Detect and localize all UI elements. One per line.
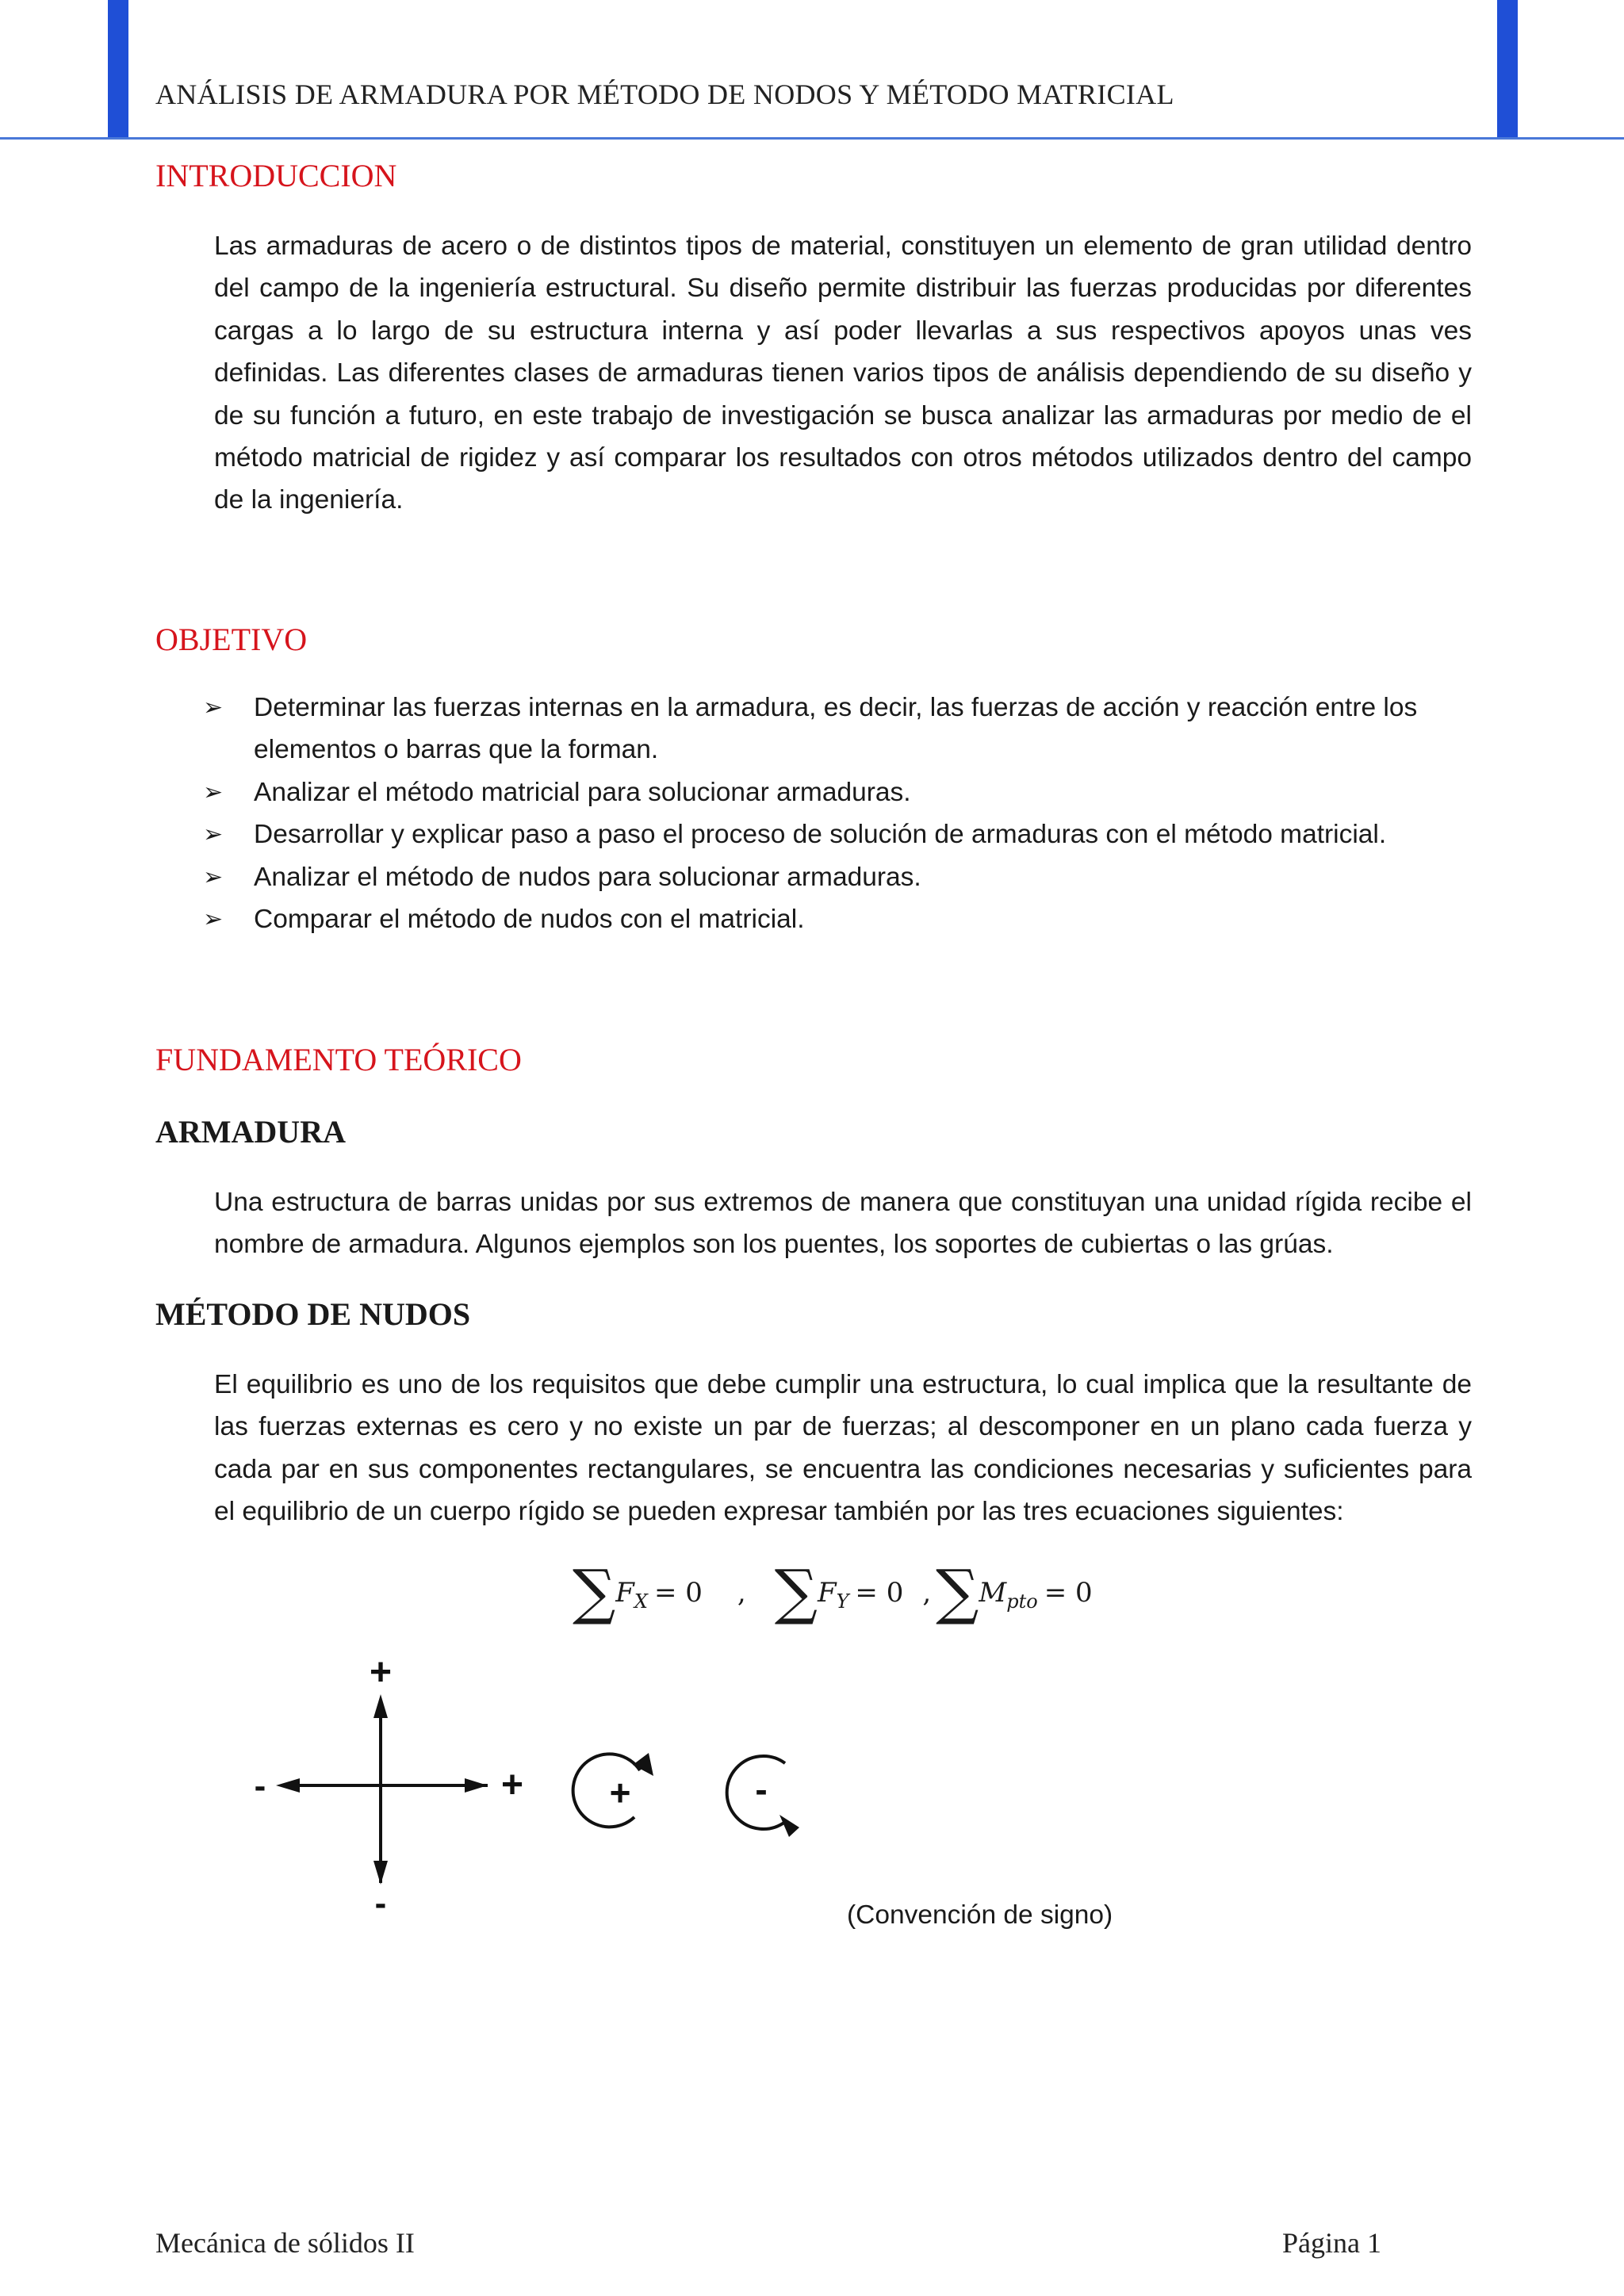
arrowhead-bullet-icon: ➢ xyxy=(203,779,224,806)
footer-page-number: Página 1 xyxy=(1282,2227,1381,2259)
axis-y-positive-label: + xyxy=(369,1653,393,1693)
axis-y-negative-label: - xyxy=(374,1884,387,1923)
page-header-title: ANÁLISIS DE ARMADURA POR MÉTODO DE NODOS Y MÉTODO MATRICIAL xyxy=(155,78,1174,110)
list-item: ➢ Analizar el método de nudos para solucionar armaduras. xyxy=(203,856,1472,898)
axis-cross-icon xyxy=(276,1694,488,1885)
header-divider xyxy=(0,137,1624,140)
objetivo-list xyxy=(203,687,1472,940)
list-item: ➢ Desarrollar y explicar paso a paso el proceso de solución de armaduras con el método matricial. xyxy=(203,813,1472,855)
header-accent-bar-right xyxy=(1497,0,1518,138)
arrowhead-bullet-icon: ➢ xyxy=(203,821,224,848)
moment-positive-label: + xyxy=(609,1772,631,1813)
list-item: ➢ Determinar las fuerzas internas en la armadura, es decir, las fuerzas de acción y reacción entre los elementos o barras que la forman. xyxy=(203,687,1472,771)
list-item: ➢ Analizar el método matricial para solucionar armaduras. xyxy=(203,771,1472,813)
equilibrium-equations: $\sum F_X = 0$ , $\sum F_Y = 0$ $,\sum M_{pto} = 0$ xyxy=(573,1556,1093,1627)
moment-negative-label: - xyxy=(755,1769,768,1810)
sign-convention-diagram xyxy=(238,1653,841,1923)
figure-caption: (Convención de signo) xyxy=(847,1900,1113,1930)
list-item: ➢ Comparar el método de nudos con el matricial. xyxy=(203,898,1472,940)
summation-symbol: ∑ xyxy=(936,1556,979,1627)
heading-introduccion: INTRODUCCION xyxy=(155,158,397,193)
summation-symbol: ∑ xyxy=(774,1556,818,1627)
heading-armadura: ARMADURA xyxy=(155,1114,346,1150)
axis-x-positive-label: + xyxy=(500,1764,524,1806)
footer-course-name: Mecánica de sólidos II xyxy=(155,2227,415,2259)
header-accent-bar-left xyxy=(108,0,128,138)
introduccion-paragraph: Las armaduras de acero o de distintos tipos de material, constituyen un elemento de gran utilidad dentro del campo de la ingeniería estructural. Su diseño permite distribuir las fuerzas producidas por diferentes cargas a lo largo de su estructura interna y así poder llevarlas a sus respectivos apoyos unas ves definidas. Las diferentes clases de armaduras tienen varios tipos de análisis dependiendo de su diseño y de su función a futuro, en este trabajo de investigación se busca analizar las armaduras por medio de el método matricial de rigidez y así comparar los resultados con otros métodos utilizados dentro del campo de la ingeniería. xyxy=(214,232,1472,515)
axis-x-negative-label: - xyxy=(254,1766,266,1805)
arrowhead-bullet-icon: ➢ xyxy=(203,863,224,890)
heading-objetivo: OBJETIVO xyxy=(155,622,308,657)
summation-symbol: ∑ xyxy=(573,1556,616,1627)
arrowhead-bullet-icon: ➢ xyxy=(203,906,224,933)
metodo-nudos-paragraph: El equilibrio es uno de los requisitos que debe cumplir una estructura, lo cual implica que la resultante de las fuerzas externas es cero y no existe un par de fuerzas; al descomponer en un plano cada fuerza y cada par en sus componentes rectangulares, se encuentra las condiciones necesarias y suficientes para el equilibrio de un cuerpo rígido se pueden expresar también por las tres ecuaciones siguientes: xyxy=(214,1370,1472,1527)
arrowhead-bullet-icon: ➢ xyxy=(203,695,224,721)
heading-metodo-de-nudos: MÉTODO DE NUDOS xyxy=(155,1296,471,1332)
heading-fundamento-teorico: FUNDAMENTO TEÓRICO xyxy=(155,1042,522,1077)
armadura-paragraph: Una estructura de barras unidas por sus extremos de manera que constituyan una unidad rígida recibe el nombre de armadura. Algunos ejemplos son los puentes, los soportes de cubiertas o las grúas. xyxy=(214,1188,1472,1260)
